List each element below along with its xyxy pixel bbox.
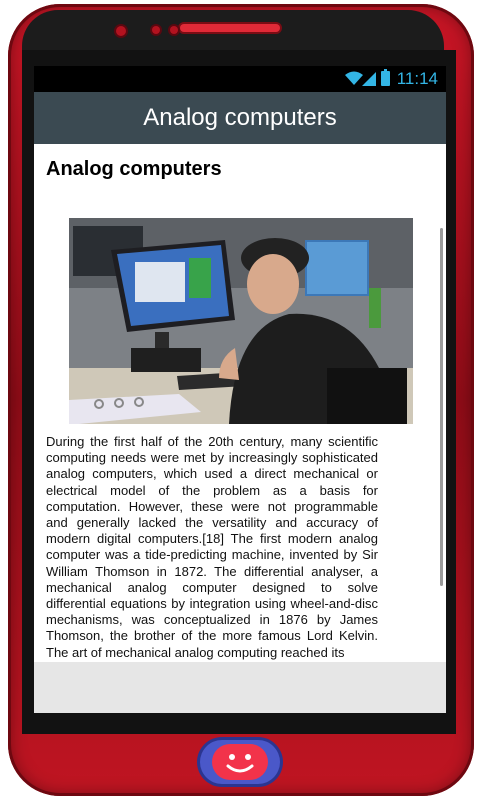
scrollbar[interactable] — [440, 228, 443, 586]
sensor-dot — [152, 26, 160, 34]
article-photo — [69, 218, 413, 424]
smiley-icon — [212, 744, 268, 780]
app-title: Analog computers — [143, 104, 337, 131]
app-bar — [34, 92, 446, 144]
signal-icon — [362, 72, 376, 86]
home-button[interactable] — [200, 740, 280, 784]
sensor-dot — [170, 26, 178, 34]
wifi-icon — [344, 70, 364, 86]
ad-banner-area — [34, 662, 446, 713]
article-heading: Analog computers — [46, 158, 222, 180]
status-bar — [34, 66, 446, 92]
student-computer-photo — [69, 218, 413, 424]
earpiece-speaker — [180, 24, 280, 32]
article-content[interactable] — [34, 144, 446, 662]
front-camera — [116, 26, 126, 36]
screen — [34, 66, 446, 713]
battery-icon — [381, 71, 390, 86]
article-body: During the first half of the 20th century, many scientific computing needs were met by increasingly sophisticated analog computers, which used a direct mechanical or electrical model of the problem as a basis for computation. However, these were not programmable and generally lacked the versatility and accuracy of modern digital computers.[18] The first modern analog computer was a tide-predicting machine, invented by Sir William Thomson in 1872. The differential analyser, a mechanical analog computer designed to solve differential equations by integration using wheel-and-disc mechanisms, was conceptualized in 1876 by James Thomson, the brother of the more famous Lord Kelvin. The art of mechanical analog computing reached its — [46, 434, 378, 660]
status-time: 11:14 — [396, 69, 438, 88]
